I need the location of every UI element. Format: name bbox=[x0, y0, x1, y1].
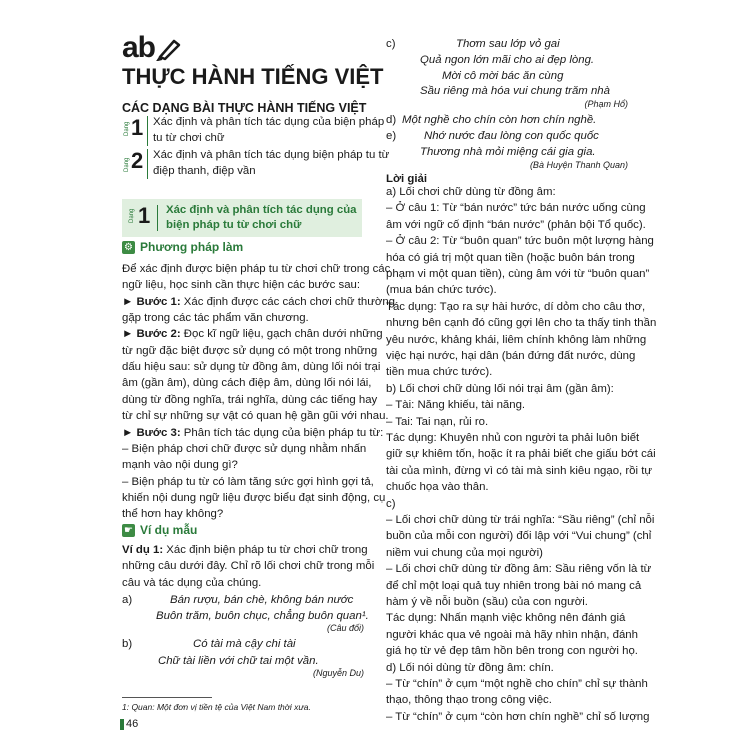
example-c-label: c) bbox=[386, 38, 396, 50]
text-line: – Ở câu 2: Từ “buôn quan” tức buôn một lượng hàng bbox=[386, 235, 654, 248]
text-line: hóa có giá trị một quan tiền (hoặc buôn bán trong bbox=[386, 251, 635, 264]
example-b-label: b) bbox=[122, 638, 133, 650]
text-line: phạm vi một quan tiền), cùng âm với từ “buôn quan” bbox=[386, 268, 650, 280]
type-text: điệp thanh, điệp vần bbox=[153, 165, 256, 177]
text-line: – Ở câu 1: Từ “bán nước” tức bán nước uống cùng bbox=[386, 202, 646, 215]
banner-text: biện pháp tu từ chơi chữ bbox=[166, 219, 302, 231]
footnote: 1: Quan: Một đơn vị tiền tệ của Việt Nam thời xưa. bbox=[122, 702, 311, 712]
example-c-line: Quả ngon lớn mãi cho ai đẹp lòng. bbox=[420, 54, 595, 66]
page-number: 46 bbox=[126, 718, 139, 730]
example-e-label: e) bbox=[386, 130, 397, 142]
type-label: Dạng bbox=[124, 121, 130, 136]
divider bbox=[157, 205, 158, 231]
text-line: việc hại nước, hại dân (bán đứng đất nước, dùng bbox=[386, 350, 636, 362]
text-line: nhưng bên cạnh đó cũng gợi lên cho ta thấy tinh thần bbox=[386, 317, 657, 330]
text-line: âm (gần âm), dùng cách điệp âm, dùng lối nói lái, bbox=[122, 377, 372, 390]
text-line: chuốc họa vào thân. bbox=[386, 481, 489, 494]
page-title: THỰC HÀNH TIẾNG VIỆT bbox=[122, 64, 384, 89]
example-c-line: Thơm sau lớp vỏ gai bbox=[456, 38, 560, 50]
text-line: – Từ “chín” ở cụm “còn hơn chín nghề” chỉ số lượng bbox=[386, 710, 650, 723]
text-line: Tác dụng: Khuyên nhủ con người ta phải luôn biết bbox=[386, 432, 640, 444]
text-line: – Biện pháp tu từ có làm tăng sức gợi hình gợi tả, bbox=[122, 475, 374, 488]
type-text: Xác định và phân tích tác dụng của biện pháp bbox=[153, 116, 385, 128]
text-line: mạnh vào nội dung gì? bbox=[122, 459, 238, 472]
pointing-hand-icon: ☛ bbox=[122, 524, 135, 537]
example-b-source: (Nguyễn Du) bbox=[312, 668, 364, 678]
text-line: Tác dụng: Tạo ra sự hài hước, dí dỏm cho câu thơ, bbox=[386, 300, 646, 313]
ab-logo bbox=[122, 33, 184, 63]
solution-heading: Lời giải bbox=[386, 173, 428, 185]
divider bbox=[147, 149, 148, 179]
example-heading: Ví dụ mẫu bbox=[140, 523, 198, 537]
text-line: để chỉ một loại quả tuy nhiên trong bài nó mang cả bbox=[386, 579, 642, 592]
gear-icon: ⚙ bbox=[122, 241, 135, 254]
type-number: 1 bbox=[131, 115, 144, 140]
text-line: yêu nước, khảng khái, liêm chính không làm những bbox=[386, 333, 647, 346]
text-line: Ví dụ 1: Xác định biện pháp tu từ chơi chữ trong bbox=[122, 544, 368, 556]
text-line: d) Lối nói dùng từ đồng âm: chín. bbox=[386, 661, 554, 674]
example-b-line: Chữ tài liền với chữ tai một vần. bbox=[158, 655, 319, 667]
text-line: (mua bán chức tước). bbox=[386, 284, 497, 297]
text-line: niềm vui chung của mọi người) bbox=[386, 546, 543, 559]
text-line: dùng từ đồng nghĩa, trái nghĩa, dùng các tiếng hay bbox=[122, 393, 378, 406]
text-line: b) Lối chơi chữ dùng lối nói trại âm (gần âm): bbox=[386, 382, 614, 395]
example-a-line: Bán rượu, bán chè, không bán nước bbox=[170, 594, 354, 606]
text-line: từ chỉ sự những sự vật có quan hệ gần gũi với nhau. bbox=[122, 410, 389, 423]
text-line: từ ngữ đặc biệt được sử dụng có một trong những bbox=[122, 344, 378, 357]
type-label: Dạng bbox=[129, 208, 135, 223]
example-b-line: Có tài mà cậy chi tài bbox=[193, 638, 296, 650]
text-line: Để xác định được biện pháp tu từ chơi chữ trong các bbox=[122, 263, 391, 275]
example-d-line: Một nghề cho chín còn hơn chín nghề. bbox=[402, 114, 597, 126]
text-line: hàm ý về nỗi buồn (sầu) của con người. bbox=[386, 596, 588, 608]
text-line: khiến nội dung ngữ liệu được biểu đạt sinh động, cụ bbox=[122, 491, 386, 504]
type-number: 2 bbox=[131, 148, 144, 173]
example-e-line: Nhớ nước đau lòng con quốc quốc bbox=[424, 130, 599, 142]
text-line: c) bbox=[386, 497, 396, 510]
text-line: thể hơn hay không? bbox=[122, 508, 224, 521]
text-line: a) Lối chơi chữ dùng từ đồng âm: bbox=[386, 186, 556, 198]
text-line: tiền mua chức tước). bbox=[386, 366, 493, 379]
text-line: âm với ngữ cố định “bán nước” (phản bội Tổ quốc). bbox=[386, 218, 646, 231]
footnote-rule bbox=[122, 697, 212, 698]
text-line: người khác qua vẻ ngoài mà hãy nhìn nhận, đánh bbox=[386, 628, 638, 641]
type-label: Dạng bbox=[124, 157, 130, 172]
text-line: giữ sự khiêm tốn, hoặc ít ra phải biết che giấu bớt cái bbox=[386, 448, 656, 461]
type-text: tu từ chơi chữ bbox=[153, 132, 225, 144]
text-line: ► Bước 2: Đọc kĩ ngữ liệu, gạch chân dưới những bbox=[122, 328, 383, 341]
text-line: những câu dưới đây. Chỉ rõ lối chơi chữ trong mỗi bbox=[122, 560, 375, 573]
banner-number: 1 bbox=[138, 203, 151, 228]
text-line: Tác dụng: Nhấn mạnh việc không nên đánh giá bbox=[386, 612, 626, 625]
text-line: gặp trong các tác phẩm văn chương. bbox=[122, 312, 309, 325]
text-line: – Lối chơi chữ dùng từ trái nghĩa: “Sầu riêng” (chỉ nỗi bbox=[386, 514, 655, 526]
example-c-line: Sầu riêng mà hóa vui chung trăm nhà bbox=[420, 85, 610, 97]
divider bbox=[147, 116, 148, 146]
text-line: – Tài: Năng khiếu, tài năng. bbox=[386, 399, 526, 412]
example-a-line: Buôn trăm, buôn chục, chẳng buôn quan¹. bbox=[156, 610, 369, 622]
example-e-source: (Bà Huyện Thanh Quan) bbox=[529, 160, 628, 170]
example-c-source: (Phạm Hổ) bbox=[584, 99, 628, 109]
text-line: – Lối chơi chữ dùng từ đồng âm: Sầu riêng vốn là từ bbox=[386, 563, 652, 576]
text-line: câu và tác dụng của chúng. bbox=[122, 576, 262, 589]
example-a-label: a) bbox=[122, 594, 133, 606]
text-line: thạo, thông thạo trong công việc. bbox=[386, 694, 552, 707]
banner-text: Xác định và phân tích tác dụng của bbox=[166, 204, 357, 216]
text-line: dấu hiệu sau: sử dụng từ đồng âm, dùng lối nói trại bbox=[122, 361, 381, 374]
pencil-icon bbox=[156, 37, 184, 61]
type-text: Xác định và phân tích tác dụng biện pháp tu từ bbox=[153, 149, 390, 161]
example-e-line: Thương nhà mỏi miệng cái gia gia. bbox=[420, 146, 596, 158]
text-line: – Biện pháp chơi chữ được sử dụng nhằm nhấn bbox=[122, 442, 367, 455]
text-line: ► Bước 3: Phân tích tác dụng của biện pháp tu từ: bbox=[122, 426, 384, 439]
type-banner bbox=[122, 199, 362, 237]
text-line: tài của mình, đừng vì có tài mà sinh kiêu ngạo, rồi tự bbox=[386, 464, 652, 477]
text-line: – Tai: Tai nạn, rủi ro. bbox=[386, 415, 489, 428]
method-heading: Phương pháp làm bbox=[140, 240, 244, 254]
page-number-bar bbox=[120, 719, 124, 730]
text-line: ngữ liệu, học sinh cần thực hiện các bước sau: bbox=[122, 279, 361, 292]
section-subtitle: CÁC DẠNG BÀI THỰC HÀNH TIẾNG VIỆT bbox=[122, 101, 367, 115]
example-c-line: Mời cô mời bác ăn cùng bbox=[442, 70, 564, 82]
text-line: giá họ từ vẻ đẹp tâm hồn bên trong con người họ. bbox=[386, 645, 638, 658]
example-a-source: (Câu đối) bbox=[326, 623, 364, 633]
logo-text: ab bbox=[122, 31, 156, 64]
example-d-label: d) bbox=[386, 114, 397, 126]
text-line: – Từ “chín” ở cụm “một nghề cho chín” chỉ sự thành bbox=[386, 678, 648, 690]
text-line: buồn của mỗi con người) đối lập với “Vui chung” (chỉ bbox=[386, 530, 652, 543]
text-line: ► Bước 1: Xác định được các cách chơi chữ thường bbox=[122, 295, 395, 308]
